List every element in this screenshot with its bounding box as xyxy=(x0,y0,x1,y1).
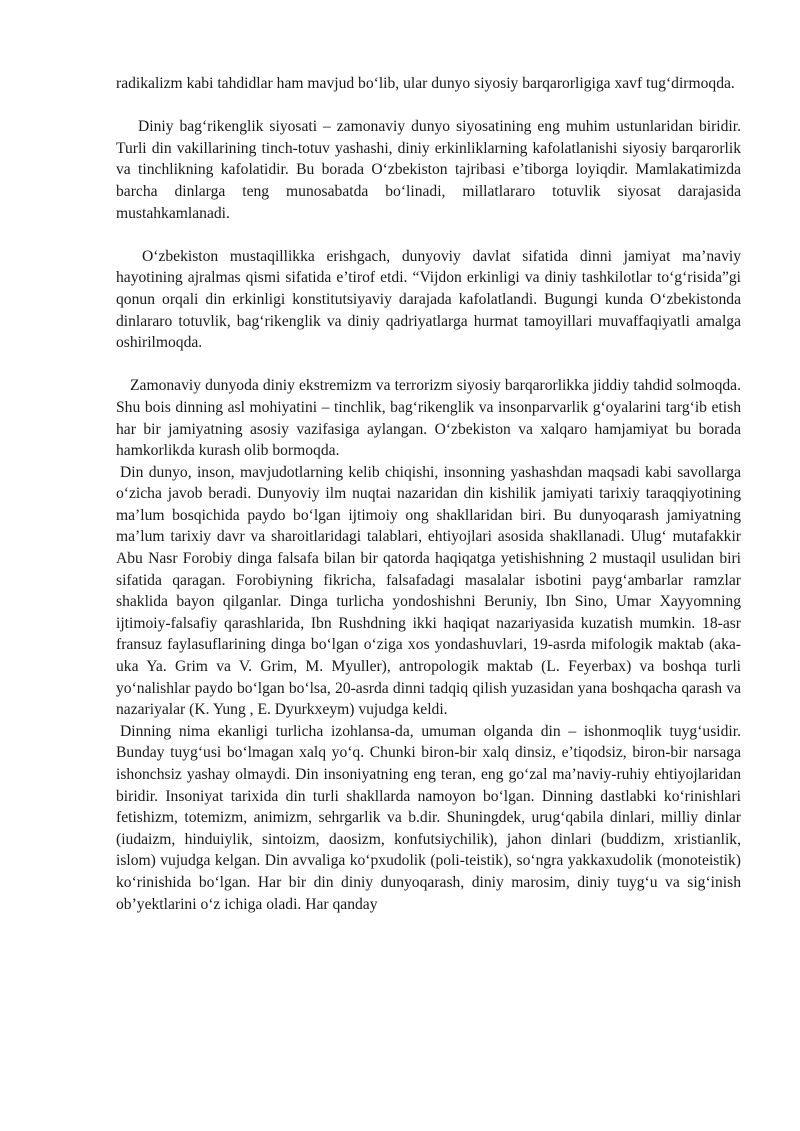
paragraph-religious-tolerance: Diniy bag‘rikenglik siyosati – zamonaviy dunyo siyosatining eng muhim ustunlaridan biridir. Turli din vakillarining tinch-totuv yashashi, diniy erkinliklarning kafolatlanishi siyosiy barqarorlik va tinchlikning kafolatidir. Bu borada O‘zbekiston tajribasi e’tiborga loyiqdir. Mamlakatimizda barcha dinlarga teng munosabatda bo‘linadi, millatlararo totuvlik siyosat darajasida mustahkamlanadi. xyxy=(116,118,741,222)
paragraph-religion-worldview: Din dunyo, inson, mavjudotlarning kelib chiqishi, insonning yashashdan maqsadi kabi savollarga o‘zicha javob beradi. Dunyoviy ilm nuqtai nazaridan din kishilik jamiyati tarixiy taraqqiyotining ma’lum bosqichida paydo bo‘lgan ijtimoiy ong shakllaridan biri. Bu dunyoqarash jamiyatning ma’lum tarixiy davr va sharoitlaridagi talablari, ehtiyojlari asosida shakllanadi. Ulug‘ mutafakkir Abu Nasr Forobiy dinga falsafa bilan bir qatorda haqiqatga yetishishning 2 mustaqil usulidan biri sifatida qaragan. Forobiyning fikricha, falsafadagi masalalar isbotini payg‘ambarlar ramzlar shaklida bayon qilganlar. Dinga turlicha yondoshishni Beruniy, Ibn Sino, Umar Xayyomning ijtimoiy-falsafiy qarashlarida, Ibn Rushdning ikki haqiqat nazariyasida kuzatish mumkin. 18-asr fransuz faylasuflarining dinga bo‘lgan o‘ziga xos yondashuvlari, 19-asrda mifologik maktab (aka-uka Ya. Grim va V. Grim, M. Myuller), antropologik maktab (L. Feyerbax) va boshqa turli yo‘nalishlar paydo bo‘lgan bo‘lsa, 20-asrda dinni tadqiq qilish yuzasidan yana boshqacha qarash va nazariyalar (K. Yung , E. Dyurkxeym) vujudga keldi. xyxy=(116,463,741,719)
paragraph-gap xyxy=(116,354,741,376)
paragraph-uzbekistan-independence: O‘zbekiston mustaqillikka erishgach, dunyoviy davlat sifatida dinni jamiyat ma’naviy hayotining ajralmas qismi sifatida e’tirof etdi. “Vijdon erkinligi va diniy tashkilotlar to‘g‘risida”gi qonun orqali din erkinligi konstitutsiyaviy darajada kafolatlandi. Bugungi kunda O‘zbekistonda dinlararo totuvlik, bag‘rikenglik va diniy qadriyatlarga hurmat tamoyillari muvaffaqiyatli amalga oshirilmoqda. xyxy=(116,247,741,352)
document-page xyxy=(116,73,741,915)
paragraph-extremism: Zamonaviy dunyoda diniy ekstremizm va terrorizm siyosiy barqarorlikka jiddiy tahdid solmoqda. Shu bois dinning asl mohiyatini – tinchlik, bag‘rikenglik va insonparvarlik g‘oyalarini targ‘ib etish har bir jamiyatning asosiy vazifasiga aylangan. O‘zbekiston va xalqaro hamjamiyat bu borada hamkorlikda kurash olib bormoqda. xyxy=(116,377,741,460)
paragraph-gap xyxy=(116,95,741,117)
paragraph-religion-definition: Dinning nima ekanligi turlicha izohlansa-da, umuman olganda din – ishonmoqlik tuyg‘usidir. Bunday tuyg‘usi bo‘lmagan xalq yo‘q. Chunki biron-bir xalq dinsiz, e’tiqodsiz, biron-bir narsaga ishonchsiz yashay olmaydi. Din insoniyatning eng teran, eng go‘zal ma’naviy-ruhiy ehtiyojlaridan biridir. Insoniyat tarixida din turli shakllarda namoyon bo‘lgan. Dinning dastlabki ko‘rinishlari fetishizm, totemizm, animizm, sehrgarlik va b.dir. Shuningdek, urug‘qabila dinlari, milliy dinlar (iudaizm, hinduiylik, sintoizm, daosizm, konfutsiychilik), jahon dinlari (buddizm, xristianlik, islom) vujudga kelgan. Din avvaliga ko‘pxudolik (poli-teistik), so‘ngra yakkaxudolik (monoteistik) ko‘rinishida bo‘lgan. Har bir din diniy dunyoqarash, diniy marosim, diniy tuyg‘u va sig‘inish ob’yektlarini o‘z ichiga oladi. Har qanday xyxy=(116,722,741,913)
paragraph-continuation: radikalizm kabi tahdidlar ham mavjud bo‘lib, ular dunyo siyosiy barqarorligiga xavf tug‘dirmoqda. xyxy=(116,75,735,92)
paragraph-gap xyxy=(116,224,741,246)
